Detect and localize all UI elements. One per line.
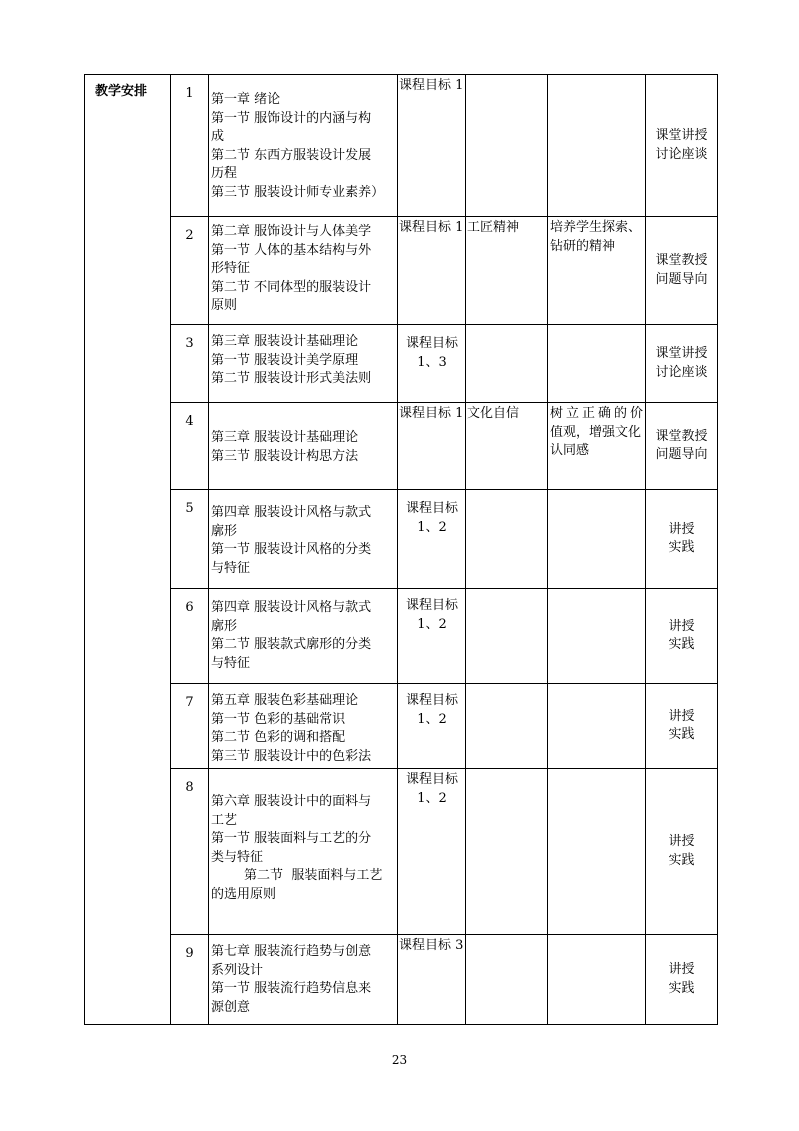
row-number: 2 xyxy=(171,217,209,325)
table-row xyxy=(85,935,718,1025)
chapter-line: 工艺 xyxy=(211,812,238,828)
chapter-line: 的选用原则 xyxy=(211,886,277,902)
chapter-line: 第二节 色彩的调和搭配 xyxy=(211,730,346,745)
method-cell xyxy=(646,589,718,684)
method-line: 讨论座谈 xyxy=(655,364,708,380)
method-line: 实践 xyxy=(668,852,695,868)
element-cell xyxy=(548,325,646,403)
chapter-line: 第二节 服装面料与工艺 xyxy=(211,868,383,883)
course-goal-cell xyxy=(398,403,466,490)
course-goal-line: 1、2 xyxy=(417,616,447,632)
course-goal-line: 课程目标 xyxy=(405,501,458,516)
chapter-line: 第一节 服装面料与工艺的分 xyxy=(211,831,372,846)
chapter-line: 第二节 服装款式廓形的分类 xyxy=(211,637,372,652)
course-goal-cell xyxy=(398,589,466,684)
table-row xyxy=(85,403,718,490)
method-line: 实践 xyxy=(668,540,695,555)
chapter-line: 原则 xyxy=(211,298,238,313)
table-row xyxy=(85,217,718,325)
table-row xyxy=(85,769,718,935)
ideology-cell xyxy=(466,589,548,684)
chapter-line: 第三节 服装设计构思方法 xyxy=(211,448,359,464)
element-cell xyxy=(548,769,646,935)
chapter-line: 第四章 服装设计风格与款式 xyxy=(211,600,372,615)
chapter-line: 形特征 xyxy=(211,261,251,276)
ideology-cell xyxy=(466,325,548,403)
chapter-cell xyxy=(209,75,398,217)
method-line: 问题导向 xyxy=(655,271,708,287)
chapter-line: 与特征 xyxy=(211,655,251,671)
method-line: 问题导向 xyxy=(655,447,708,462)
table-row xyxy=(85,75,718,217)
chapter-cell xyxy=(209,769,398,935)
element-cell xyxy=(548,589,646,684)
row-number: 1 xyxy=(171,75,209,217)
row-number: 7 xyxy=(171,684,209,769)
course-goal-line: 课程目标 xyxy=(405,772,458,787)
chapter-line: 第六章 服装设计中的面料与 xyxy=(211,794,372,809)
course-goal-cell xyxy=(398,325,466,403)
element-line: 钻研的精神 xyxy=(550,238,616,254)
chapter-line: 第三章 服装设计基础理论 xyxy=(211,334,359,349)
method-line: 实践 xyxy=(668,727,695,742)
method-line: 课堂教授 xyxy=(655,428,708,444)
method-line: 讨论座谈 xyxy=(655,146,708,162)
section-label: 教学安排 xyxy=(85,75,171,1025)
row-number: 3 xyxy=(171,325,209,403)
chapter-line: 类与特征 xyxy=(211,849,264,865)
chapter-line: 第一节 人体的基本结构与外 xyxy=(211,242,372,258)
table-row xyxy=(85,589,718,684)
chapter-cell xyxy=(209,684,398,769)
method-line: 课堂讲授 xyxy=(655,128,708,143)
chapter-line: 成 xyxy=(211,129,225,144)
course-goal-cell xyxy=(398,490,466,589)
chapter-cell xyxy=(209,217,398,325)
method-line: 实践 xyxy=(668,637,695,652)
chapter-line: 与特征 xyxy=(211,560,251,576)
course-goal-line: 1、2 xyxy=(417,790,447,806)
method-cell xyxy=(646,769,718,935)
method-cell xyxy=(646,490,718,589)
ideology-cell: 文化自信 xyxy=(466,403,548,490)
chapter-line: 第一节 色彩的基础常识 xyxy=(211,711,346,727)
method-cell xyxy=(646,217,718,325)
course-goal-line: 课程目标 xyxy=(405,336,458,351)
chapter-line: 廓形 xyxy=(211,523,238,539)
course-goal-line: 课程目标 1 xyxy=(399,78,464,93)
method-line: 讲授 xyxy=(668,521,695,537)
element-line: 培养学生探索、 xyxy=(550,220,642,235)
ideology-cell xyxy=(466,490,548,589)
chapter-line: 系列设计 xyxy=(211,962,264,978)
ideology-cell xyxy=(466,75,548,217)
course-goal-line: 课程目标 3 xyxy=(399,938,464,953)
method-line: 讲授 xyxy=(668,708,695,724)
method-line: 实践 xyxy=(668,980,695,996)
method-cell xyxy=(646,403,718,490)
method-line: 讲授 xyxy=(668,618,695,634)
course-goal-line: 课程目标 1 xyxy=(399,406,464,421)
method-cell xyxy=(646,325,718,403)
chapter-line: 第一节 服装流行趋势信息来 xyxy=(211,981,372,996)
chapter-line: 第一节 服装设计美学原理 xyxy=(211,352,359,368)
table-row xyxy=(85,684,718,769)
chapter-line: 第二章 服饰设计与人体美学 xyxy=(211,224,372,239)
chapter-line: 第一节 服装设计风格的分类 xyxy=(211,542,372,557)
course-goal-line: 课程目标 xyxy=(405,693,458,708)
chapter-line: 第一节 服饰设计的内涵与构 xyxy=(211,110,372,126)
chapter-line: 第三节 服装设计中的色彩法 xyxy=(211,748,372,764)
course-goal-cell xyxy=(398,769,466,935)
course-goal-cell xyxy=(398,935,466,1025)
chapter-line: 第三章 服装设计基础理论 xyxy=(211,430,359,445)
course-goal-cell xyxy=(398,75,466,217)
method-cell xyxy=(646,75,718,217)
element-line: 树立正确的价 xyxy=(550,406,643,421)
method-cell xyxy=(646,684,718,769)
page-number: 23 xyxy=(391,1053,408,1067)
ideology-cell xyxy=(466,684,548,769)
element-cell xyxy=(548,684,646,769)
course-goal-cell xyxy=(398,217,466,325)
row-number: 4 xyxy=(171,403,209,490)
chapter-line: 第七章 服装流行趋势与创意 xyxy=(211,944,372,959)
element-cell xyxy=(548,75,646,217)
row-number: 5 xyxy=(171,490,209,589)
row-number: 6 xyxy=(171,589,209,684)
element-cell xyxy=(548,217,646,325)
teaching-schedule-table xyxy=(84,74,718,1025)
chapter-line: 第四章 服装设计风格与款式 xyxy=(211,505,372,520)
ideology-cell xyxy=(466,769,548,935)
table-row xyxy=(85,490,718,589)
ideology-cell xyxy=(466,935,548,1025)
row-number: 9 xyxy=(171,935,209,1025)
chapter-cell xyxy=(209,935,398,1025)
chapter-line: 第二节 东西方服装设计发展 xyxy=(211,147,372,163)
row-number: 8 xyxy=(171,769,209,935)
element-cell xyxy=(548,403,646,490)
course-goal-line: 课程目标 1 xyxy=(399,220,464,235)
method-line: 课堂讲授 xyxy=(655,346,708,361)
chapter-line: 第五章 服装色彩基础理论 xyxy=(211,693,359,708)
element-line: 认同感 xyxy=(550,443,590,458)
ideology-cell: 工匠精神 xyxy=(466,217,548,325)
element-cell xyxy=(548,490,646,589)
chapter-cell xyxy=(209,325,398,403)
course-goal-line: 课程目标 xyxy=(405,598,458,613)
method-line: 讲授 xyxy=(668,834,695,849)
element-line: 值观，增强文化 xyxy=(550,424,642,440)
chapter-line: 廓形 xyxy=(211,618,238,634)
chapter-line: 源创意 xyxy=(211,999,251,1015)
chapter-cell xyxy=(209,403,398,490)
chapter-line: 历程 xyxy=(211,166,238,181)
chapter-cell xyxy=(209,589,398,684)
element-cell xyxy=(548,935,646,1025)
chapter-line: 第二节 服装设计形式美法则 xyxy=(211,371,372,386)
course-goal-line: 1、2 xyxy=(417,711,447,727)
table-row xyxy=(85,325,718,403)
chapter-cell xyxy=(209,490,398,589)
course-goal-line: 1、2 xyxy=(417,519,447,535)
method-cell xyxy=(646,935,718,1025)
method-line: 讲授 xyxy=(668,962,695,977)
chapter-line: 第二节 不同体型的服装设计 xyxy=(211,279,372,295)
chapter-line: 第一章 绪论 xyxy=(211,92,281,107)
course-goal-line: 1、3 xyxy=(417,354,447,370)
method-line: 课堂教授 xyxy=(655,253,708,268)
course-goal-cell xyxy=(398,684,466,769)
chapter-line: 第三节 服装设计师专业素养） xyxy=(211,184,385,200)
